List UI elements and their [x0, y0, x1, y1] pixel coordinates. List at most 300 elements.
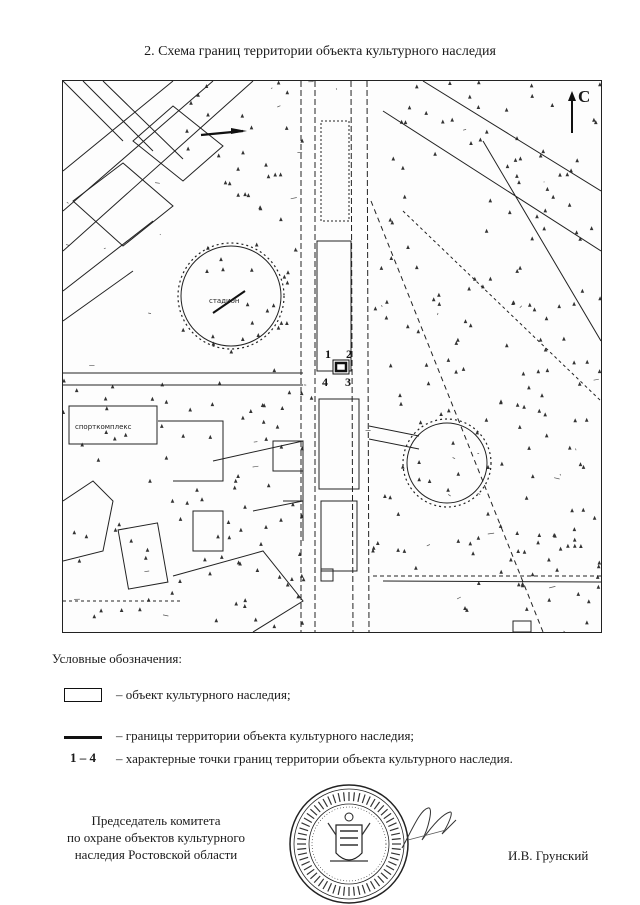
tree-symbol — [228, 535, 232, 539]
tree-symbol — [273, 368, 277, 372]
tree-symbol — [220, 555, 224, 559]
tree-symbol — [285, 126, 289, 130]
legend-title: Условные обозначения: — [52, 651, 183, 666]
seal-lettering-mark — [371, 799, 376, 807]
tree-symbol — [464, 319, 468, 323]
tree-symbol — [598, 82, 601, 86]
tree-symbol — [546, 187, 550, 191]
survey-mark — [453, 458, 456, 459]
seal-lettering-mark — [307, 869, 314, 874]
tree-symbol — [388, 495, 392, 499]
tree-symbol — [246, 302, 250, 306]
tree-symbol — [467, 287, 471, 291]
tree-symbol — [531, 474, 535, 478]
signatory-title — [36, 812, 276, 863]
seal-lettering-mark — [333, 885, 336, 894]
seal-lettering-mark — [318, 879, 323, 886]
document-title: 2. Схема границ территории объекта культурного наследия — [144, 44, 496, 59]
tree-symbol — [433, 152, 437, 156]
survey-mark — [271, 88, 272, 89]
tree-symbol — [286, 90, 290, 94]
tree-symbol — [477, 81, 481, 84]
tree-symbol — [489, 198, 493, 202]
tree-symbol — [276, 425, 280, 429]
seal-lettering-mark — [358, 886, 360, 895]
tree-symbol — [404, 120, 408, 124]
tree-symbol — [570, 508, 574, 512]
seal-lettering-mark — [318, 802, 323, 809]
tree-symbol — [514, 158, 518, 162]
seal-lettering-mark — [304, 818, 312, 823]
tree-symbol — [540, 393, 544, 397]
signatory-title-line: наследия Ростовской области — [74, 847, 238, 862]
legend-item-boundary — [52, 727, 612, 747]
tree-symbol — [515, 174, 519, 178]
seal-lettering-mark — [386, 818, 394, 823]
tree-symbol — [572, 360, 576, 364]
tree-symbol — [530, 94, 534, 98]
seal-lettering-mark — [310, 809, 317, 815]
survey-mark — [488, 533, 494, 534]
tree-symbol — [469, 141, 473, 145]
tree-symbol — [178, 579, 182, 583]
tree-symbol — [234, 479, 238, 483]
tree-symbol — [160, 424, 164, 428]
seal-lettering-mark — [314, 805, 320, 812]
tree-symbol — [485, 130, 489, 134]
seal-lettering-mark — [328, 797, 332, 805]
seal-lettering-mark — [300, 828, 309, 831]
seal-lettering-mark — [310, 873, 317, 879]
tree-symbol — [97, 458, 101, 462]
legend-item-label: – характерные точки границ территории объекта культурного наследия. — [116, 751, 513, 766]
seal-lettering-mark — [338, 886, 340, 895]
tree-symbol — [63, 410, 65, 414]
tree-symbol — [372, 546, 376, 550]
tree-symbol — [517, 582, 521, 586]
tree-symbol — [489, 277, 493, 281]
tree-symbol — [437, 293, 441, 297]
tree-symbol — [206, 113, 210, 117]
tree-symbol — [250, 268, 254, 272]
tree-symbol — [598, 561, 602, 565]
tree-symbol — [581, 289, 585, 293]
tree-symbol — [380, 266, 384, 270]
tree-symbol — [508, 210, 512, 214]
tree-symbol — [597, 585, 601, 589]
tree-symbol — [280, 321, 284, 325]
tree-symbol — [463, 606, 467, 610]
tree-symbol — [398, 393, 402, 397]
legend-item-points — [52, 750, 612, 770]
seal-lettering-mark — [298, 833, 307, 835]
tree-symbol — [288, 390, 292, 394]
tree-symbol — [300, 391, 304, 395]
tree-symbol — [406, 324, 410, 328]
legend-item-label: – границы территории объекта культурного наследия; — [116, 728, 415, 743]
tree-symbol — [545, 316, 549, 320]
tree-symbol — [241, 337, 245, 341]
tree-symbol — [93, 614, 97, 618]
tree-symbol — [243, 505, 247, 509]
tree-symbol — [428, 479, 432, 483]
tree-symbol — [272, 303, 276, 307]
seal-lettering-mark — [378, 876, 384, 883]
tree-symbol — [285, 321, 289, 325]
tree-symbol — [545, 433, 549, 437]
tree-symbol — [573, 527, 577, 531]
tree-symbol — [538, 533, 542, 537]
tree-symbol — [211, 402, 215, 406]
north-arrow-icon — [567, 91, 577, 137]
tree-symbol — [209, 435, 213, 439]
tree-symbol — [239, 528, 243, 532]
tree-symbol — [403, 549, 407, 553]
survey-map — [62, 80, 602, 633]
tree-symbol — [85, 534, 89, 538]
tree-symbol — [310, 396, 314, 400]
tree-symbol — [438, 302, 442, 306]
tree-symbol — [454, 370, 458, 374]
tree-symbol — [509, 558, 513, 562]
tree-symbol — [447, 358, 451, 362]
tree-symbol — [389, 218, 393, 222]
tree-symbol — [542, 226, 546, 230]
seal-lettering-mark — [362, 885, 365, 894]
tree-symbol — [521, 582, 525, 586]
tree-symbol — [104, 397, 108, 401]
survey-mark — [549, 586, 555, 588]
survey-mark — [594, 379, 599, 380]
tree-symbol — [566, 172, 570, 176]
tree-symbol — [188, 408, 192, 412]
point-label-1: 1 — [325, 347, 331, 361]
tree-symbol — [533, 307, 537, 311]
tree-symbol — [506, 164, 510, 168]
tree-symbol — [256, 568, 260, 572]
tree-symbol — [598, 296, 601, 300]
tree-symbol — [185, 501, 189, 505]
tree-symbol — [236, 193, 240, 197]
stadium-ring — [178, 243, 284, 349]
tree-symbol — [243, 598, 247, 602]
map-drawing — [63, 81, 601, 632]
tree-symbol — [385, 316, 389, 320]
tree-symbol — [144, 556, 148, 560]
tree-symbol — [597, 564, 601, 568]
tree-symbol — [559, 547, 563, 551]
tree-symbol — [279, 518, 283, 522]
tree-symbol — [546, 368, 550, 372]
seal-lettering-mark — [298, 853, 307, 855]
tree-symbol — [383, 494, 387, 498]
survey-mark — [148, 313, 151, 314]
points-range-symbol: 1 – 4 — [70, 750, 96, 765]
tree-symbol — [138, 607, 142, 611]
tree-symbol — [573, 418, 577, 422]
tree-symbol — [236, 167, 240, 171]
seal-lettering-mark — [386, 866, 394, 871]
tree-symbol — [399, 402, 403, 406]
tree-symbol — [228, 181, 232, 185]
tree-symbol — [582, 508, 586, 512]
tree-symbol — [148, 479, 152, 483]
seal-lettering-mark — [381, 809, 388, 815]
tree-symbol — [406, 245, 410, 249]
tree-symbol — [425, 363, 429, 367]
tree-symbol — [538, 409, 542, 413]
legend-item-label: – объект культурного наследия; — [116, 687, 291, 702]
sport-complex-label: спорткомплекс — [75, 423, 132, 431]
tree-symbol — [294, 248, 298, 252]
tree-symbol — [523, 550, 527, 554]
tree-symbol — [218, 381, 222, 385]
tree-symbol — [417, 460, 421, 464]
tree-symbol — [525, 496, 529, 500]
tree-symbol — [585, 620, 589, 624]
survey-mark — [336, 88, 337, 90]
tree-symbol — [224, 180, 228, 184]
survey-mark — [254, 442, 258, 443]
tree-symbol — [582, 465, 586, 469]
seal-lettering-mark — [374, 802, 379, 809]
tree-symbol — [236, 474, 240, 478]
stadium-outline — [181, 246, 281, 346]
tree-symbol — [573, 538, 577, 542]
tree-symbol — [471, 551, 475, 555]
seal-lettering-mark — [362, 795, 365, 804]
tree-symbol — [241, 416, 245, 420]
seal-lettering-mark — [344, 887, 345, 896]
tree-symbol — [401, 166, 405, 170]
tree-symbol — [389, 363, 393, 367]
tree-symbol — [579, 462, 583, 466]
tree-symbol — [536, 540, 540, 544]
tree-symbol — [277, 81, 281, 85]
tree-symbol — [415, 265, 419, 269]
tree-symbol — [530, 236, 534, 240]
seal-lettering-mark — [302, 862, 310, 866]
tree-symbol — [105, 406, 109, 410]
tree-symbol — [264, 163, 268, 167]
tree-symbol — [181, 434, 185, 438]
tree-symbol — [170, 591, 174, 595]
tree-symbol — [277, 326, 281, 330]
tree-symbol — [397, 512, 401, 516]
tree-symbol — [568, 203, 572, 207]
tree-symbol — [247, 193, 251, 197]
seal-lettering-mark — [358, 793, 360, 802]
tree-symbol — [376, 541, 380, 545]
tree-symbol — [417, 329, 421, 333]
tree-symbol — [439, 412, 443, 416]
tree-symbol — [417, 477, 421, 481]
tree-symbol — [181, 328, 185, 332]
tree-symbol — [575, 230, 579, 234]
survey-mark — [564, 631, 566, 632]
seal-lettering-mark — [300, 857, 309, 860]
tree-symbol — [205, 269, 209, 273]
tree-symbol — [286, 270, 290, 274]
tree-symbol — [200, 497, 204, 501]
tree-symbol — [424, 111, 428, 115]
tree-symbol — [577, 592, 581, 596]
tree-symbol — [396, 548, 400, 552]
tree-symbol — [216, 534, 220, 538]
point-label-2: 2 — [346, 347, 352, 361]
tree-symbol — [551, 195, 555, 199]
tree-symbol — [579, 544, 583, 548]
tree-symbol — [537, 369, 541, 373]
tree-symbol — [479, 138, 483, 142]
tree-symbol — [575, 158, 579, 162]
seal-lettering-mark — [374, 879, 379, 886]
tree-symbol — [541, 149, 545, 153]
tree-symbol — [543, 412, 547, 416]
tree-symbol — [468, 95, 472, 99]
survey-mark — [277, 106, 280, 107]
tree-symbol — [75, 388, 79, 392]
tree-symbol — [390, 256, 394, 260]
tree-symbol — [446, 488, 450, 492]
tree-symbol — [499, 399, 503, 403]
tree-symbol — [485, 229, 489, 233]
tree-symbol — [124, 433, 128, 437]
tree-symbol — [462, 367, 466, 371]
tree-symbol — [585, 418, 589, 422]
street-arrow-head — [231, 128, 247, 134]
tree-symbol — [585, 360, 589, 364]
tree-symbol — [522, 372, 526, 376]
survey-mark — [520, 306, 522, 308]
tree-symbol — [165, 456, 169, 460]
tree-symbol — [432, 297, 436, 301]
tree-symbol — [259, 542, 263, 546]
seal-lettering-mark — [354, 792, 355, 801]
tree-symbol — [419, 420, 423, 424]
tree-symbol — [73, 530, 77, 534]
tree-symbol — [573, 544, 577, 548]
tree-symbol — [530, 83, 534, 87]
seal-lettering-mark — [304, 866, 312, 871]
seal-lettering-mark — [307, 813, 314, 818]
tree-symbol — [450, 118, 454, 122]
tree-symbol — [221, 267, 225, 271]
survey-mark — [448, 494, 451, 496]
tree-symbol — [593, 516, 597, 520]
tree-symbol — [568, 446, 572, 450]
tree-symbol — [243, 604, 247, 608]
seal-lettering-mark — [367, 883, 371, 891]
seal-lettering-mark — [302, 823, 310, 827]
tree-symbol — [539, 338, 543, 342]
tree-symbol — [117, 522, 121, 526]
tree-symbol — [527, 385, 531, 389]
tree-symbol — [264, 525, 268, 529]
seal-lettering-mark — [323, 799, 328, 807]
tree-symbol — [555, 568, 559, 572]
tree-symbol — [414, 566, 418, 570]
tree-symbol — [151, 397, 155, 401]
tree-symbol — [251, 321, 255, 325]
point-label-3: 3 — [345, 375, 351, 389]
tree-symbol — [171, 499, 175, 503]
survey-mark — [575, 449, 576, 451]
tree-symbol — [290, 577, 294, 581]
tree-symbol — [547, 598, 551, 602]
tree-symbol — [527, 446, 531, 450]
north-indicator — [567, 87, 593, 133]
tree-symbol — [215, 618, 219, 622]
tree-symbol — [203, 557, 207, 561]
tree-symbol — [522, 405, 526, 409]
tree-symbol — [427, 381, 431, 385]
tree-symbol — [408, 105, 412, 109]
seal-lettering-mark — [371, 881, 376, 889]
tree-symbol — [281, 406, 285, 410]
tree-symbol — [528, 303, 532, 307]
signatory-title-line: Председатель комитета — [91, 813, 221, 828]
tree-symbol — [243, 192, 247, 196]
tree-symbol — [512, 300, 516, 304]
tree-symbol — [286, 281, 290, 285]
tree-symbol — [267, 174, 271, 178]
seal-lettering-mark — [328, 883, 332, 891]
signatory-title-line: по охране объектов культурного — [67, 830, 245, 845]
tree-symbol — [505, 343, 509, 347]
tree-symbol — [457, 539, 461, 543]
survey-mark — [554, 478, 560, 479]
tree-symbol — [241, 114, 245, 118]
seal-lettering-mark — [367, 797, 371, 805]
tree-symbol — [219, 257, 223, 261]
tree-symbol — [485, 418, 489, 422]
survey-mark — [463, 129, 466, 130]
tree-symbol — [547, 558, 551, 562]
survey-mark — [67, 202, 69, 203]
survey-mark — [163, 615, 168, 616]
tree-symbol — [278, 575, 282, 579]
tree-symbol — [234, 602, 238, 606]
tree-symbol — [179, 517, 183, 521]
tree-symbol — [451, 441, 455, 445]
seal-lettering-mark — [354, 887, 355, 896]
tree-symbol — [535, 214, 539, 218]
survey-mark — [382, 305, 383, 307]
tree-symbol — [477, 536, 481, 540]
seal-lettering-mark — [338, 793, 340, 802]
tree-symbol — [566, 544, 570, 548]
tree-symbol — [558, 173, 562, 177]
tree-symbol — [161, 382, 165, 386]
tree-symbol — [63, 379, 66, 383]
tree-symbol — [279, 217, 283, 221]
tree-symbol — [572, 302, 576, 306]
tree-symbol — [185, 129, 189, 133]
survey-mark — [160, 234, 161, 235]
tree-symbol — [477, 105, 481, 109]
handwritten-signature-icon — [398, 800, 458, 858]
tree-symbol — [525, 607, 529, 611]
tree-symbol — [486, 512, 490, 516]
tree-symbol — [258, 205, 262, 209]
object-box-symbol — [64, 688, 102, 702]
tree-symbol — [230, 350, 234, 354]
tree-symbol — [587, 599, 591, 603]
tree-symbol — [241, 150, 245, 154]
tree-symbol — [516, 403, 520, 407]
seal-lettering-mark — [297, 839, 306, 840]
